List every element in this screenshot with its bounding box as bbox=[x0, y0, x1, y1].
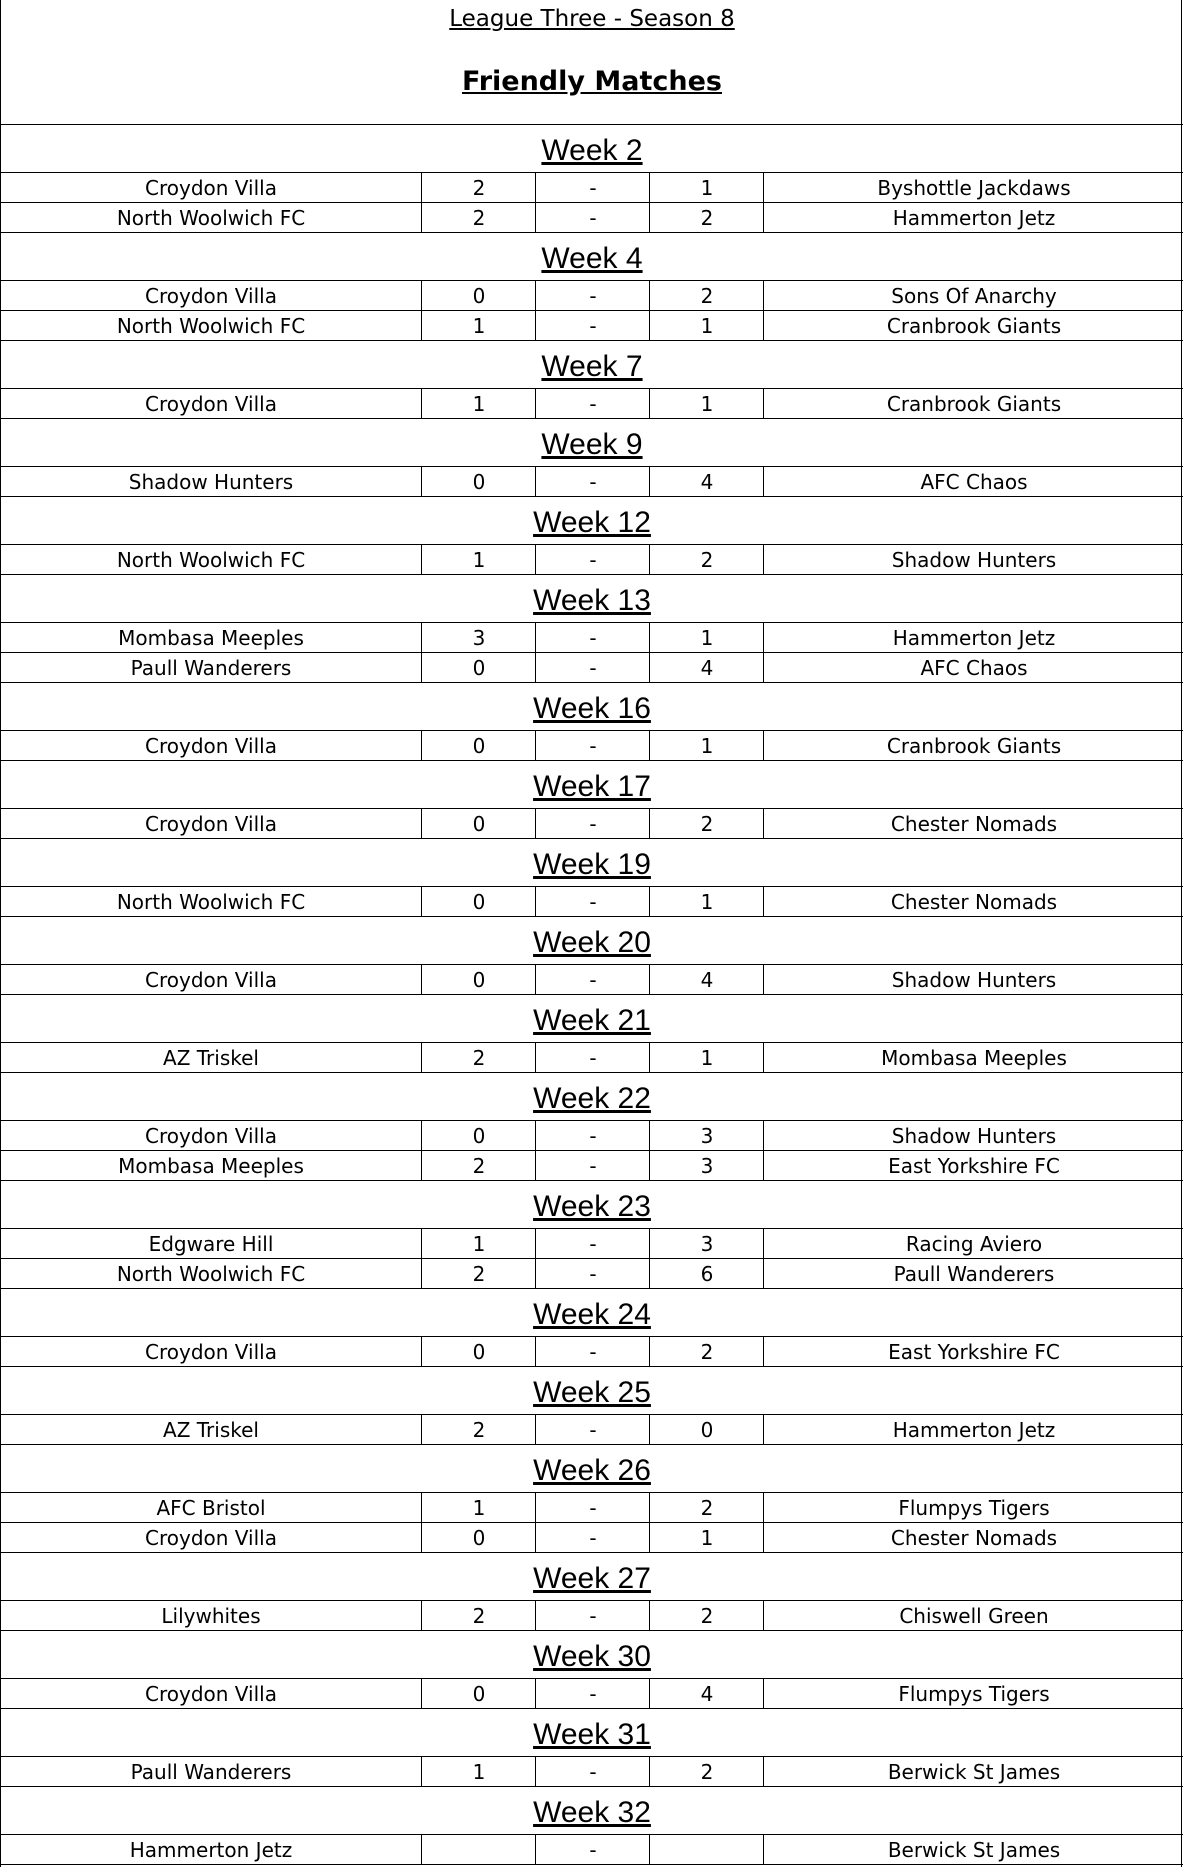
away-team: Chester Nomads bbox=[763, 887, 1183, 916]
away-team: AFC Chaos bbox=[763, 467, 1183, 496]
home-score: 2 bbox=[421, 1259, 536, 1288]
home-team: Croydon Villa bbox=[145, 392, 277, 416]
away-team: Berwick St James bbox=[763, 1835, 1183, 1864]
home-team: Croydon Villa bbox=[145, 812, 277, 836]
match-row bbox=[1, 1151, 1183, 1181]
home-team: Croydon Villa bbox=[145, 1682, 277, 1706]
away-score: 3 bbox=[649, 1121, 764, 1150]
away-score: 1 bbox=[649, 731, 764, 760]
home-score: 0 bbox=[421, 809, 536, 838]
score-separator: - bbox=[535, 1151, 650, 1180]
away-team: Flumpys Tigers bbox=[763, 1493, 1183, 1522]
week-header-row bbox=[1, 917, 1183, 965]
away-score: 3 bbox=[649, 1151, 764, 1180]
away-team: Cranbrook Giants bbox=[763, 731, 1183, 760]
score-separator: - bbox=[535, 1415, 650, 1444]
week-header-row bbox=[1, 575, 1183, 623]
home-team: Croydon Villa bbox=[145, 1124, 277, 1148]
away-score: 4 bbox=[649, 965, 764, 994]
week-label: Week 13 bbox=[533, 584, 651, 617]
home-team: North Woolwich FC bbox=[116, 1262, 306, 1286]
title-block bbox=[1, 0, 1183, 125]
away-score: 2 bbox=[649, 809, 764, 838]
week-label: Week 30 bbox=[533, 1640, 651, 1673]
score-separator: - bbox=[535, 389, 650, 418]
week-header-row bbox=[1, 761, 1183, 809]
away-score: 1 bbox=[649, 887, 764, 916]
page-title: Friendly Matches bbox=[461, 66, 722, 97]
away-score: 2 bbox=[649, 1337, 764, 1366]
score-separator: - bbox=[535, 203, 650, 232]
home-score: 0 bbox=[421, 731, 536, 760]
score-separator: - bbox=[535, 1121, 650, 1150]
match-row bbox=[1, 1835, 1183, 1865]
home-score: 1 bbox=[421, 1493, 536, 1522]
away-score: 2 bbox=[649, 203, 764, 232]
week-header-row bbox=[1, 1787, 1183, 1835]
score-separator: - bbox=[535, 1757, 650, 1786]
home-score: 2 bbox=[421, 173, 536, 202]
home-team: North Woolwich FC bbox=[116, 890, 306, 914]
score-separator: - bbox=[535, 281, 650, 310]
match-row bbox=[1, 1757, 1183, 1787]
home-team: Hammerton Jetz bbox=[129, 1838, 293, 1862]
away-team: Shadow Hunters bbox=[763, 545, 1183, 574]
away-score: 4 bbox=[649, 1679, 764, 1708]
score-separator: - bbox=[535, 1493, 650, 1522]
home-team: Croydon Villa bbox=[145, 734, 277, 758]
week-label: Week 12 bbox=[533, 506, 651, 539]
away-score: 2 bbox=[649, 1757, 764, 1786]
away-team: Paull Wanderers bbox=[763, 1259, 1183, 1288]
away-team: Byshottle Jackdaws bbox=[763, 173, 1183, 202]
match-row bbox=[1, 173, 1183, 203]
week-label: Week 32 bbox=[533, 1796, 651, 1829]
week-header-row bbox=[1, 1181, 1183, 1229]
week-label: Week 27 bbox=[533, 1562, 651, 1595]
home-score: 3 bbox=[421, 623, 536, 652]
week-header-row bbox=[1, 233, 1183, 281]
home-score: 1 bbox=[421, 545, 536, 574]
week-label: Week 22 bbox=[533, 1082, 651, 1115]
week-label: Week 2 bbox=[541, 134, 643, 167]
home-score: 0 bbox=[421, 965, 536, 994]
home-team: North Woolwich FC bbox=[116, 314, 306, 338]
away-score bbox=[649, 1835, 764, 1864]
match-row bbox=[1, 1679, 1183, 1709]
home-score: 0 bbox=[421, 653, 536, 682]
score-separator: - bbox=[535, 1835, 650, 1864]
match-row bbox=[1, 887, 1183, 917]
away-score: 2 bbox=[649, 281, 764, 310]
week-header-row bbox=[1, 1367, 1183, 1415]
week-label: Week 24 bbox=[533, 1298, 651, 1331]
away-score: 1 bbox=[649, 1523, 764, 1552]
week-header-row bbox=[1, 1073, 1183, 1121]
away-score: 2 bbox=[649, 1601, 764, 1630]
match-row bbox=[1, 731, 1183, 761]
score-separator: - bbox=[535, 731, 650, 760]
away-score: 1 bbox=[649, 173, 764, 202]
week-label: Week 26 bbox=[533, 1454, 651, 1487]
score-separator: - bbox=[535, 887, 650, 916]
away-score: 2 bbox=[649, 545, 764, 574]
away-score: 6 bbox=[649, 1259, 764, 1288]
away-score: 4 bbox=[649, 653, 764, 682]
home-score: 0 bbox=[421, 1523, 536, 1552]
home-team: Paull Wanderers bbox=[130, 1760, 292, 1784]
home-score: 2 bbox=[421, 1415, 536, 1444]
home-team: Edgware Hill bbox=[148, 1232, 274, 1256]
home-team: Shadow Hunters bbox=[128, 470, 294, 494]
score-separator: - bbox=[535, 1679, 650, 1708]
score-separator: - bbox=[535, 1229, 650, 1258]
away-score: 2 bbox=[649, 1493, 764, 1522]
away-team: Hammerton Jetz bbox=[763, 203, 1183, 232]
away-team: Racing Aviero bbox=[763, 1229, 1183, 1258]
score-separator: - bbox=[535, 173, 650, 202]
home-score: 1 bbox=[421, 1757, 536, 1786]
match-row bbox=[1, 1601, 1183, 1631]
score-separator: - bbox=[535, 653, 650, 682]
away-team: Mombasa Meeples bbox=[763, 1043, 1183, 1072]
away-team: Cranbrook Giants bbox=[763, 311, 1183, 340]
away-team: AFC Chaos bbox=[763, 653, 1183, 682]
away-score: 1 bbox=[649, 623, 764, 652]
home-team: AZ Triskel bbox=[163, 1418, 259, 1442]
week-label: Week 25 bbox=[533, 1376, 651, 1409]
away-team: Cranbrook Giants bbox=[763, 389, 1183, 418]
match-row bbox=[1, 389, 1183, 419]
away-team: Shadow Hunters bbox=[763, 965, 1183, 994]
week-header-row bbox=[1, 683, 1183, 731]
home-score: 0 bbox=[421, 887, 536, 916]
home-score: 0 bbox=[421, 467, 536, 496]
week-label: Week 31 bbox=[533, 1718, 651, 1751]
away-team: Chiswell Green bbox=[763, 1601, 1183, 1630]
score-separator: - bbox=[535, 809, 650, 838]
home-team: AFC Bristol bbox=[156, 1496, 266, 1520]
week-header-row bbox=[1, 341, 1183, 389]
score-separator: - bbox=[535, 1523, 650, 1552]
week-label: Week 7 bbox=[541, 350, 643, 383]
match-row bbox=[1, 1493, 1183, 1523]
week-header-row bbox=[1, 497, 1183, 545]
week-header-row bbox=[1, 1631, 1183, 1679]
home-score: 0 bbox=[421, 281, 536, 310]
week-header-row bbox=[1, 839, 1183, 887]
home-score: 2 bbox=[421, 1151, 536, 1180]
score-separator: - bbox=[535, 623, 650, 652]
week-label: Week 4 bbox=[541, 242, 643, 275]
home-team: Croydon Villa bbox=[145, 284, 277, 308]
home-score: 0 bbox=[421, 1679, 536, 1708]
away-team: East Yorkshire FC bbox=[763, 1151, 1183, 1180]
week-header-row bbox=[1, 419, 1183, 467]
match-row bbox=[1, 203, 1183, 233]
away-team: Hammerton Jetz bbox=[763, 1415, 1183, 1444]
home-team: AZ Triskel bbox=[163, 1046, 259, 1070]
away-team: Shadow Hunters bbox=[763, 1121, 1183, 1150]
home-team: Lilywhites bbox=[161, 1604, 261, 1628]
home-team: Croydon Villa bbox=[145, 1340, 277, 1364]
home-team: Mombasa Meeples bbox=[118, 626, 304, 650]
score-separator: - bbox=[535, 1259, 650, 1288]
away-score: 1 bbox=[649, 389, 764, 418]
home-score bbox=[421, 1835, 536, 1864]
home-team: North Woolwich FC bbox=[116, 548, 306, 572]
match-row bbox=[1, 545, 1183, 575]
match-row bbox=[1, 1259, 1183, 1289]
match-row bbox=[1, 1043, 1183, 1073]
match-row bbox=[1, 281, 1183, 311]
home-team: Croydon Villa bbox=[145, 176, 277, 200]
week-header-row bbox=[1, 1709, 1183, 1757]
week-label: Week 20 bbox=[533, 926, 651, 959]
score-separator: - bbox=[535, 467, 650, 496]
score-separator: - bbox=[535, 965, 650, 994]
league-title: League Three - Season 8 bbox=[449, 6, 735, 32]
week-label: Week 17 bbox=[533, 770, 651, 803]
away-team: Berwick St James bbox=[763, 1757, 1183, 1786]
score-separator: - bbox=[535, 1043, 650, 1072]
home-score: 2 bbox=[421, 1601, 536, 1630]
week-label: Week 23 bbox=[533, 1190, 651, 1223]
home-score: 2 bbox=[421, 1043, 536, 1072]
home-score: 0 bbox=[421, 1121, 536, 1150]
away-team: Hammerton Jetz bbox=[763, 623, 1183, 652]
match-row bbox=[1, 311, 1183, 341]
match-row bbox=[1, 623, 1183, 653]
away-score: 4 bbox=[649, 467, 764, 496]
match-row bbox=[1, 1337, 1183, 1367]
home-score: 1 bbox=[421, 389, 536, 418]
week-header-row bbox=[1, 1553, 1183, 1601]
week-label: Week 21 bbox=[533, 1004, 651, 1037]
match-row bbox=[1, 1523, 1183, 1553]
match-row bbox=[1, 467, 1183, 497]
home-score: 1 bbox=[421, 1229, 536, 1258]
match-row bbox=[1, 809, 1183, 839]
away-score: 1 bbox=[649, 311, 764, 340]
match-row bbox=[1, 965, 1183, 995]
score-separator: - bbox=[535, 1601, 650, 1630]
home-team: Mombasa Meeples bbox=[118, 1154, 304, 1178]
score-separator: - bbox=[535, 311, 650, 340]
away-team: Chester Nomads bbox=[763, 1523, 1183, 1552]
home-team: Croydon Villa bbox=[145, 1526, 277, 1550]
home-score: 2 bbox=[421, 203, 536, 232]
away-score: 3 bbox=[649, 1229, 764, 1258]
week-header-row bbox=[1, 1445, 1183, 1493]
score-separator: - bbox=[535, 545, 650, 574]
week-header-row bbox=[1, 125, 1183, 173]
week-label: Week 19 bbox=[533, 848, 651, 881]
match-row bbox=[1, 1229, 1183, 1259]
week-label: Week 16 bbox=[533, 692, 651, 725]
week-label: Week 9 bbox=[541, 428, 643, 461]
match-row bbox=[1, 653, 1183, 683]
match-row bbox=[1, 1121, 1183, 1151]
away-team: East Yorkshire FC bbox=[763, 1337, 1183, 1366]
score-separator: - bbox=[535, 1337, 650, 1366]
home-score: 0 bbox=[421, 1337, 536, 1366]
away-team: Sons Of Anarchy bbox=[763, 281, 1183, 310]
home-team: Paull Wanderers bbox=[130, 656, 292, 680]
away-score: 1 bbox=[649, 1043, 764, 1072]
week-header-row bbox=[1, 1289, 1183, 1337]
week-header-row bbox=[1, 995, 1183, 1043]
away-score: 0 bbox=[649, 1415, 764, 1444]
away-team: Flumpys Tigers bbox=[763, 1679, 1183, 1708]
home-score: 1 bbox=[421, 311, 536, 340]
away-team: Chester Nomads bbox=[763, 809, 1183, 838]
home-team: Croydon Villa bbox=[145, 968, 277, 992]
match-row bbox=[1, 1415, 1183, 1445]
home-team: North Woolwich FC bbox=[116, 206, 306, 230]
